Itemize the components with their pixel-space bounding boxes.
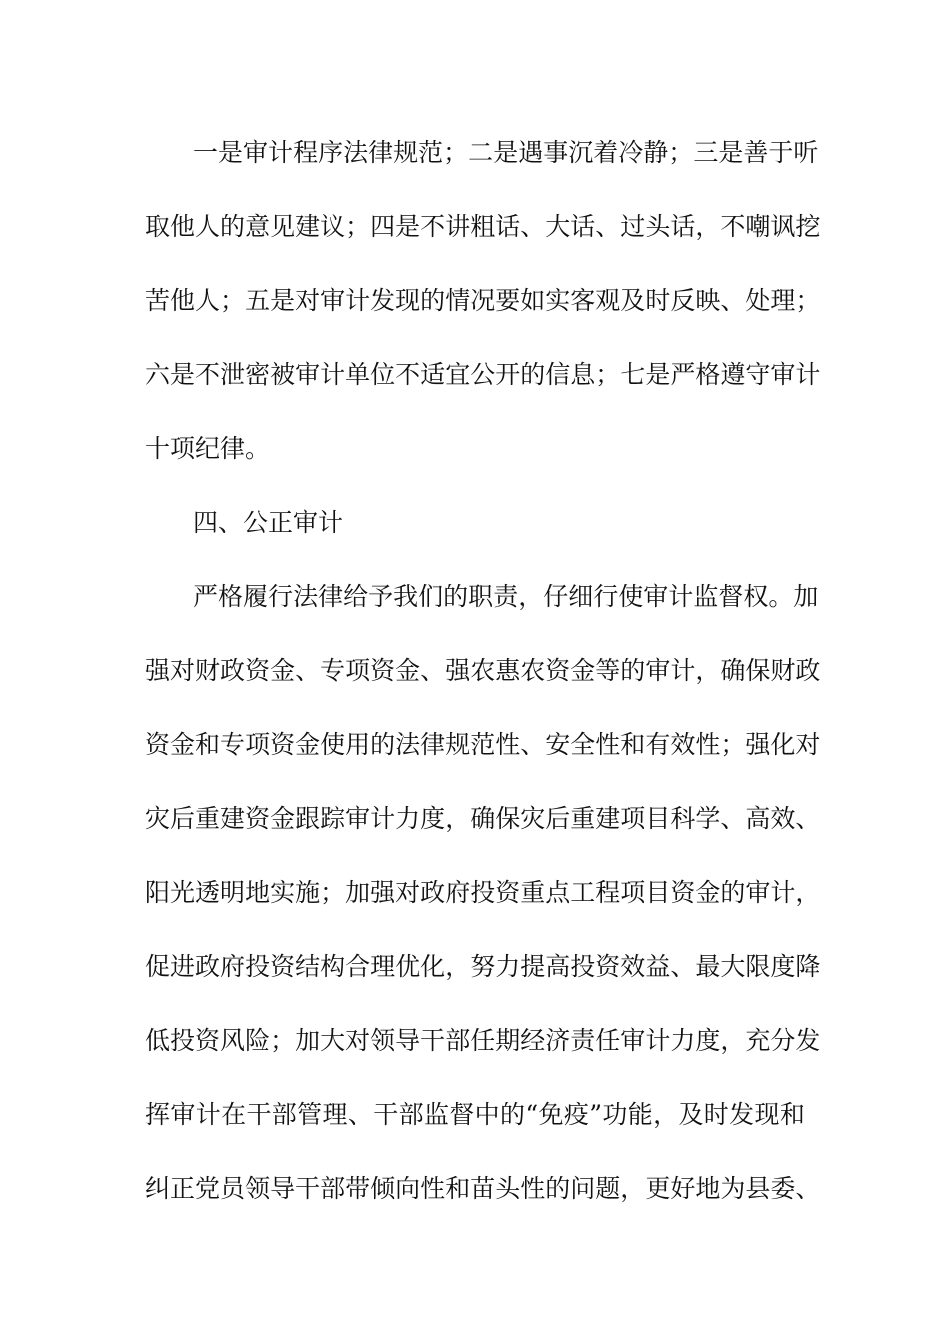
paragraph-2-line-5: 阳 光 透 明 地 实 施 ； 加 强 对 政 府 投 资 重 点 工 程 项 目 资 金 的 审 计 ， [145, 878, 821, 907]
paragraph-2-line-9: 纠 正 党 员 领 导 干 部 带 倾 向 性 和 苗 头 性 的 问 题 ， 更 好 地 为 县 委 、 [145, 1174, 821, 1203]
paragraph-1-line-1: 一 是 审 计 程 序 法 律 规 范 ； 二 是 遇 事 沉 着 冷 静 ； 三 是 善 于 听 [193, 138, 819, 167]
paragraph-2-line-7: 低 投 资 风 险 ； 加 大 对 领 导 干 部 任 期 经 济 责 任 审 计 力 度 ， 充 分 发 [145, 1026, 821, 1055]
paragraph-2-line-8: 挥 审 计 在 干 部 管 理 、 干 部 监 督 中 的 “ 免 疫 ” 功 能 ， 及 时 发 现 和 [145, 1100, 805, 1129]
paragraph-1-line-5: 十项纪律。 [145, 434, 271, 463]
paragraph-1-line-3: 苦 他 人 ； 五 是 对 审 计 发 现 的 情 况 要 如 实 客 观 及 时 反 映 、 处 理 ； [145, 286, 821, 315]
paragraph-2-line-2: 强 对 财 政 资 金 、 专 项 资 金 、 强 农 惠 农 资 金 等 的 审 计 ， 确 保 财 政 [145, 656, 821, 685]
paragraph-1-line-4: 六 是 不 泄 密 被 审 计 单 位 不 适 宜 公 开 的 信 息 ； 七 是 严 格 遵 守 审 计 [145, 360, 821, 389]
paragraph-1-line-2: 取 他 人 的 意 见 建 议 ； 四 是 不 讲 粗 话 、 大 话 、 过 头 话 ， 不 嘲 讽 挖 [145, 212, 821, 241]
paragraph-2-line-1: 严 格 履 行 法 律 给 予 我 们 的 职 责 ， 仔 细 行 使 审 计 监 督 权 。 加 [193, 582, 819, 611]
paragraph-2-line-6: 促 进 政 府 投 资 结 构 合 理 优 化 ， 努 力 提 高 投 资 效 益 、 最 大 限 度 降 [145, 952, 821, 981]
paragraph-2-line-4: 灾 后 重 建 资 金 跟 踪 审 计 力 度 ， 确 保 灾 后 重 建 项 目 科 学 、 高 效 、 [145, 804, 821, 833]
paragraph-2-line-3: 资 金 和 专 项 资 金 使 用 的 法 律 规 范 性 、 安 全 性 和 有 效 性 ； 强 化 对 [145, 730, 821, 759]
document-body [145, 132, 821, 1242]
section-heading-4: 四、公正审计 [193, 508, 344, 537]
